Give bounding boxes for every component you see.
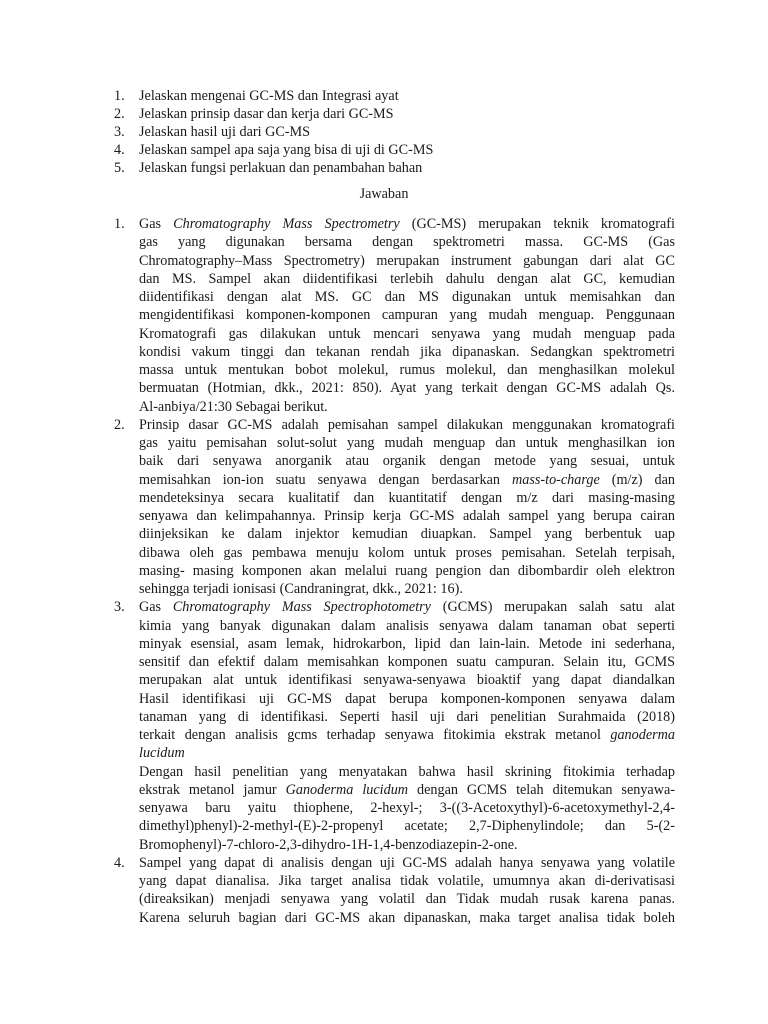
answer-item: [0, 598, 768, 854]
answer-paragraph: [139, 598, 675, 854]
text-run: gas yang digunakan bersama dengan spektrometri massa. GC-MS (Gas: [139, 234, 675, 251]
question-item: [0, 159, 768, 177]
italic-term: ganoderma: [610, 727, 675, 743]
question-number: 4.: [114, 142, 125, 158]
italic-term: Chromatography Mass Spectrometry: [173, 216, 400, 232]
italic-term: Ganoderma lucidum: [285, 781, 409, 798]
answer-line: [139, 744, 675, 762]
question-text: Jelaskan mengenai GC-MS dan Integrasi ayat: [139, 88, 399, 104]
text-run: Karena seluruh bagian dari GC-MS akan dipanaskan, maka target analisa tidak boleh: [139, 909, 675, 926]
text-run: mendeteksinya secara kualitatif dan kuantitatif dengan m/z dari masing-masing: [139, 489, 675, 506]
answer-line: [139, 598, 675, 616]
answer-line: [139, 580, 675, 598]
text-run: baik dari senyawa anorganik atau organik dengan metode yang sesuai, untuk: [139, 453, 675, 470]
answer-line: [139, 306, 675, 324]
text-run: diinjeksikan ke dalam injektor kemudian diuapkan. Sampel yang berbentuk uap: [139, 526, 675, 543]
answer-line: [139, 379, 675, 397]
answer-line: [139, 617, 675, 635]
text-run: tanaman yang di identifikasi. Seperti hasil uji dari penelitian Surahmaida (2018): [139, 708, 675, 725]
text-run: kimia yang banyak digunakan dalam analisis senyawa dalam tanaman obat seperti: [139, 617, 675, 634]
answer-line: [139, 781, 675, 799]
text-run: merupakan alat untuk identifikasi senyawa-senyawa bioaktif yang dapat diandalkan: [139, 672, 675, 689]
text-run: Kromatografi gas dilakukan untuk mencari senyawa yang mudah menguap pada: [139, 325, 675, 342]
question-list: [0, 87, 768, 177]
answer-line: [139, 525, 675, 543]
question-item: [0, 123, 768, 141]
answer-line: [139, 471, 675, 489]
answer-paragraph: [139, 854, 675, 927]
answer-line: [139, 635, 675, 653]
answer-number: 4.: [114, 854, 125, 871]
text-run: Gas: [139, 216, 174, 232]
answer-line: [139, 836, 675, 854]
answer-paragraph: [139, 215, 675, 416]
text-run: dan MS. Sampel akan diidentifikasi terlebih dahulu dengan alat GC, kemudian: [139, 270, 675, 287]
answer-list: [0, 215, 768, 927]
question-item: [0, 87, 768, 105]
answer-line: [139, 270, 675, 288]
answer-number: 2.: [114, 416, 125, 433]
answer-line: [139, 252, 675, 270]
answer-line: [139, 398, 675, 416]
text-run: dibawa oleh gas pembawa menuju kolom untuk proses pemisahan. Setelah terpisah,: [139, 544, 675, 561]
answer-line: [139, 452, 675, 470]
answer-number: 1.: [114, 216, 125, 232]
text-run: terkait dengan analisis gcms terhadap senyawa fitokimia ekstrak metanol: [139, 727, 611, 743]
question-item: [0, 141, 768, 159]
answer-line: [139, 726, 675, 744]
answer-item: [0, 215, 768, 416]
answer-line: [139, 544, 675, 562]
answer-line: [139, 489, 675, 507]
text-run: sensitif dan efektif dalam memisahkan komponen suatu campuran. Selain itu, GCMS: [139, 654, 675, 670]
text-run: diidentifikasi dengan alat MS. GC dan MS digunakan untuk memisahkan dan: [139, 289, 675, 305]
answer-line: [139, 890, 675, 908]
answer-line: [139, 799, 675, 817]
answer-line: [139, 817, 675, 835]
answer-line: [139, 562, 675, 580]
answer-line: [139, 325, 675, 343]
question-number: 5.: [114, 160, 125, 176]
text-run: (m/z) dan: [599, 471, 675, 488]
answer-line: [139, 854, 675, 872]
answer-line: [139, 507, 675, 525]
answer-line: [139, 909, 675, 927]
text-run: masing- masing komponen akan melalui ruang pengion dan dibombardir oleh elektron: [139, 562, 675, 579]
answer-item: [0, 416, 768, 599]
text-run: bermuatan (Hotmian, dkk., 2021: 850). Ayat yang terkait dengan GC-MS adalah Qs.: [139, 380, 675, 397]
answer-line: [139, 343, 675, 361]
question-item: [0, 105, 768, 123]
text-run: Gas: [139, 599, 173, 616]
answer-line: [139, 434, 675, 452]
answer-line: [139, 215, 675, 233]
answer-item: [0, 854, 768, 927]
text-run: ekstrak metanol jamur: [139, 781, 286, 798]
italic-term: mass-to-charge: [512, 471, 600, 488]
italic-term: lucidum: [139, 745, 185, 762]
text-run: Al-anbiya/21:30 Sebagai berikut.: [139, 398, 328, 415]
text-run: gas yaitu pemisahan solut-solut yang mudah menguap dan untuk menghasilkan ion: [139, 435, 675, 451]
answer-line: [139, 671, 675, 689]
text-run: senyawa baru yaitu thiophene, 2-hexyl-; 3-((3-Acetoxythyl)-6-acetoxymethyl-2,4-: [139, 800, 675, 816]
answer-line: [139, 872, 675, 890]
answer-line: [139, 708, 675, 726]
answer-line: [139, 288, 675, 306]
text-run: sehingga terjadi ionisasi (Candraningrat, dkk., 2021: 16).: [139, 581, 463, 597]
question-text: Jelaskan sampel apa saja yang bisa di uji di GC-MS: [139, 142, 434, 158]
answer-line: [139, 763, 675, 781]
answer-line: [139, 361, 675, 379]
text-run: mengidentifikasi komponen-komponen campuran yang mudah menguap. Penggunaan: [139, 307, 675, 324]
question-number: 2.: [114, 106, 125, 122]
text-run: dimethyl)phenyl)-2-methyl-(E)-2-propenyl acetate; 2,7-Diphenylindole; dan 5-(2-: [139, 818, 675, 835]
question-number: 3.: [114, 124, 125, 140]
italic-term: Chromatography Mass Spectrophotometry: [172, 599, 431, 616]
answer-line: [139, 690, 675, 708]
text-run: Bromophenyl)-7-chloro-2,3-dihydro-1H-1,4-benzodiazepin-2-one.: [139, 836, 518, 853]
question-number: 1.: [114, 88, 125, 104]
text-run: Prinsip dasar GC-MS adalah pemisahan sampel dilakukan menggunakan kromatografi: [139, 416, 675, 433]
answer-line: [139, 416, 675, 434]
answer-line: [139, 653, 675, 671]
text-run: yang dapat dianalisa. Jika target analisa tidak volatile, umumnya akan di-derivatisasi: [139, 873, 675, 889]
text-run: (GC-MS) merupakan teknik kromatografi: [399, 216, 675, 232]
text-run: Sampel yang dapat di analisis dengan uji GC-MS adalah hanya senyawa yang volatile: [139, 854, 675, 871]
text-run: dengan GCMS telah ditemukan senyawa-: [408, 781, 675, 798]
answer-number: 3.: [114, 599, 125, 616]
text-run: senyawa dan kelimpahannya. Prinsip kerja GC-MS adalah sampel yang berupa cairan: [139, 508, 675, 524]
text-run: (direaksikan) menjadi senyawa yang volatil dan Tidak mudah rusak karena panas.: [139, 891, 675, 908]
text-run: minyak esensial, asam lemak, hidrokarbon, lipid dan lain-lain. Metode ini sederhana,: [139, 635, 675, 652]
text-run: Dengan hasil penelitian yang menyatakan bahwa hasil skrining fitokimia terhadap: [139, 763, 675, 780]
answer-line: [139, 233, 675, 251]
text-run: massa untuk mentukan bobot molekul, rumus molekul, dan menghasilkan molekul: [139, 362, 675, 378]
text-run: kondisi vakum tinggi dan tekanan rendah jika dipanaskan. Sedangkan spektrometri: [139, 343, 675, 360]
text-run: Chromatography–Mass Spectrometry) merupakan instrument gabungan dari alat GC: [139, 252, 675, 269]
text-run: memisahkan ion-ion suatu senyawa dengan berdasarkan: [139, 471, 513, 488]
question-text: Jelaskan hasil uji dari GC-MS: [139, 124, 311, 140]
question-text: Jelaskan prinsip dasar dan kerja dari GC-MS: [139, 106, 394, 122]
answer-paragraph: [139, 416, 675, 599]
text-run: Hasil identifikasi uji GC-MS dapat berupa komponen-komponen senyawa dalam: [139, 690, 675, 707]
question-text: Jelaskan fungsi perlakuan dan penambahan bahan: [139, 160, 423, 176]
answers-heading: Jawaban: [359, 186, 409, 202]
text-run: (GCMS) merupakan salah satu alat: [430, 599, 675, 616]
